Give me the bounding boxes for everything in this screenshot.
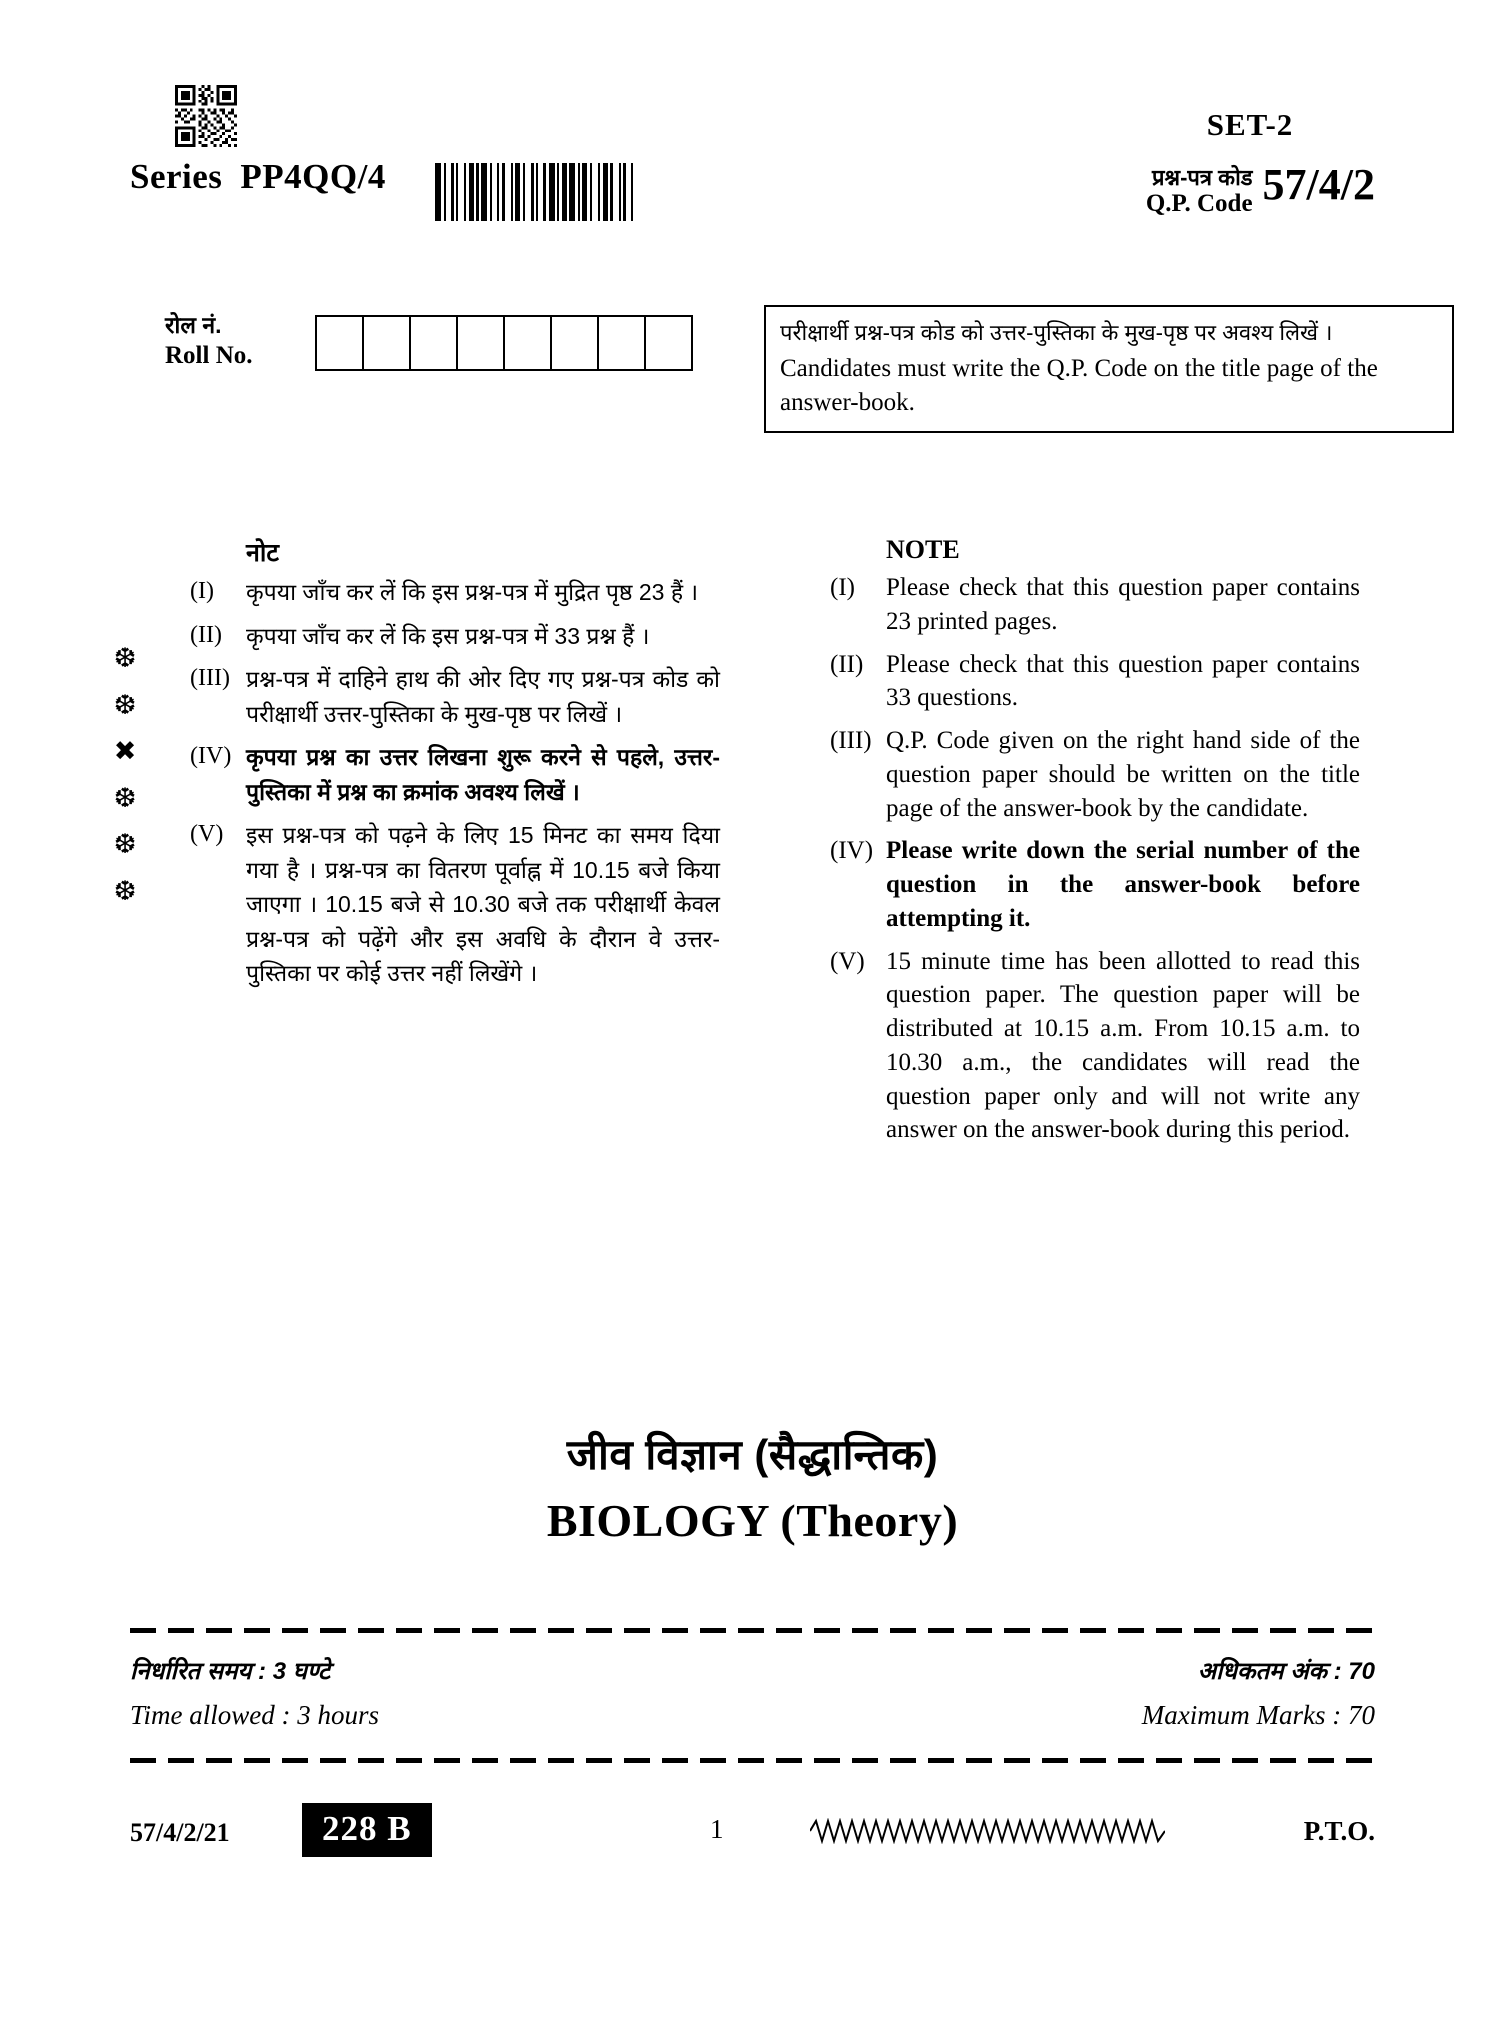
roll-no-cell[interactable]: [599, 317, 646, 369]
note-item: [190, 818, 720, 991]
footer-paper-code: 57/4/2/21: [130, 1818, 230, 1847]
note-text-english: Q.P. Code given on the right hand side of the question paper should be written on the title page of the answer-book by the candidate.: [886, 727, 1360, 822]
note-number-hindi: (IV): [190, 743, 232, 769]
note-text-hindi: इस प्रश्न-पत्र को पढ़ने के लिए 15 मिनट का समय दिया गया है । प्रश्न-पत्र का वितरण पूर्वाह्न में 10.15 बजे किया जाएगा । 10.15 बजे से 10.30 बजे तक परीक्षार्थी केवल प्रश्न-पत्र को पढ़ेंगे और इस अवधि के दौरान वे उत्तर-पुस्तिका पर कोई उत्तर नहीं लिखेंगे ।: [246, 822, 720, 986]
note-text-english: 15 minute time has been allotted to read this question paper. The question paper will be distributed at 10.15 a.m. From 10.15 a.m. to 10.30 a.m., the candidates will read the question paper only and will not write any answer on the answer-book during this period.: [886, 947, 1360, 1144]
roll-no-label-hindi: रोल नं.: [165, 312, 222, 338]
note-text-hindi: कृपया प्रश्न का उत्तर लिखना शुरू करने से पहले, उत्तर-पुस्तिका में प्रश्न का क्रमांक अवश्य लिखें ।: [246, 744, 720, 805]
roll-no-cell[interactable]: [364, 317, 411, 369]
zigzag-divider-icon: [810, 1818, 1165, 1844]
page-header: [130, 85, 1375, 285]
notice-text-hindi: परीक्षार्थी प्रश्न-पत्र कोड को उत्तर-पुस्तिका के मुख-पृष्ठ पर अवश्य लिखें ।: [780, 320, 1333, 345]
note-item: [830, 724, 1360, 825]
series-label: [130, 157, 386, 197]
barcode-bar: [633, 163, 639, 221]
divider-bottom: [130, 1758, 1375, 1763]
note-item: [830, 945, 1360, 1148]
note-number-english: (III): [830, 727, 872, 754]
divider-top: [130, 1628, 1375, 1633]
note-number-hindi: (I): [190, 578, 214, 604]
note-text-hindi: प्रश्न-पत्र में दाहिने हाथ की ओर दिए गए प्रश्न-पत्र कोड को परीक्षार्थी उत्तर-पुस्तिका के मुख-पृष्ठ पर लिखें ।: [246, 666, 720, 727]
note-title-english: NOTE: [886, 535, 960, 564]
set-label: SET-2: [1206, 107, 1294, 142]
note-item: [190, 740, 720, 809]
note-item: [830, 834, 1360, 935]
roll-no-cell[interactable]: [505, 317, 552, 369]
roll-no-label: [165, 311, 315, 371]
note-number-hindi: (V): [190, 821, 224, 847]
notice-text-english: Candidates must write the Q.P. Code on the title page of the answer-book.: [780, 354, 1378, 416]
roll-no-cell[interactable]: [411, 317, 458, 369]
note-title-hindi: नोट: [246, 539, 279, 567]
note-text-english: Please check that this question paper contains 33 questions.: [886, 650, 1360, 712]
note-item: [190, 619, 720, 654]
note-item: [190, 662, 720, 731]
note-text-english: Please check that this question paper contains 23 printed pages.: [886, 574, 1360, 635]
qp-code-value: 57/4/2: [1262, 160, 1375, 209]
note-item: [190, 575, 720, 610]
note-item: [830, 648, 1360, 716]
roll-no-row: [130, 305, 1378, 445]
note-number-english: (I): [830, 574, 855, 601]
note-item: [830, 571, 1360, 639]
roll-no-cell[interactable]: [552, 317, 599, 369]
note-section-hindi: [190, 535, 720, 1000]
series-word: Series: [130, 157, 223, 196]
roll-no-input[interactable]: [315, 315, 693, 371]
roll-no-cell[interactable]: [317, 317, 364, 369]
asterisk-icon: ❆: [113, 875, 137, 906]
series-value: PP4QQ/4: [240, 157, 386, 196]
asterisk-icon: ❆: [113, 782, 137, 813]
page-footer: [130, 1800, 1375, 1880]
subject-titles: [0, 1425, 1505, 1547]
qp-code-notice-box: [764, 305, 1454, 433]
subject-title-hindi: जीव विज्ञान (सैद्धान्तिक): [566, 1431, 939, 1478]
roll-no-cell[interactable]: [458, 317, 505, 369]
qr-code-icon: [175, 85, 237, 147]
footer-badge: 228 B: [302, 1803, 432, 1857]
asterisk-icon: ❆: [113, 643, 137, 673]
footer-page-number: 1: [710, 1814, 724, 1844]
qp-code-label-hindi: प्रश्न-पत्र कोड: [1152, 165, 1253, 190]
note-text-english: Please write down the serial number of the question in the answer-book before attempting it.: [886, 837, 1360, 932]
asterisk-icon: ❆: [113, 689, 137, 720]
note-number-hindi: (III): [190, 665, 230, 691]
barcode-icon: [435, 163, 639, 221]
time-allowed-english: Time allowed : 3 hours: [130, 1700, 380, 1730]
cross-icon: ✖: [113, 736, 137, 767]
roll-no-cell[interactable]: [646, 317, 693, 369]
note-section-english: [830, 535, 1360, 1156]
qp-code-label-english: Q.P. Code: [1145, 190, 1253, 218]
exam-meta-row: [130, 1650, 1375, 1755]
footer-pto: P.T.O.: [1303, 1816, 1375, 1846]
time-allowed-hindi: निर्धारित समय : 3 घण्टे: [130, 1658, 331, 1685]
note-number-english: (V): [830, 947, 865, 975]
subject-title-english: BIOLOGY (Theory): [546, 1495, 959, 1546]
note-text-hindi: कृपया जाँच कर लें कि इस प्रश्न-पत्र में मुद्रित पृष्ठ 23 हैं ।: [246, 579, 699, 605]
roll-no-label-english: Roll No.: [165, 341, 253, 369]
qp-code-block: [1146, 161, 1375, 219]
note-number-hindi: (II): [190, 621, 222, 648]
maximum-marks-hindi: अधिकतम अंक : 70: [1197, 1658, 1375, 1685]
note-text-hindi: कृपया जाँच कर लें कि इस प्रश्न-पत्र में 33 प्रश्न हैं ।: [246, 622, 650, 649]
maximum-marks-english: Maximum Marks : 70: [1141, 1700, 1375, 1730]
asterisk-icon: ❆: [113, 829, 137, 860]
note-number-english: (II): [830, 650, 864, 678]
note-number-english: (IV): [830, 837, 874, 865]
note-sections: [130, 535, 1375, 1365]
